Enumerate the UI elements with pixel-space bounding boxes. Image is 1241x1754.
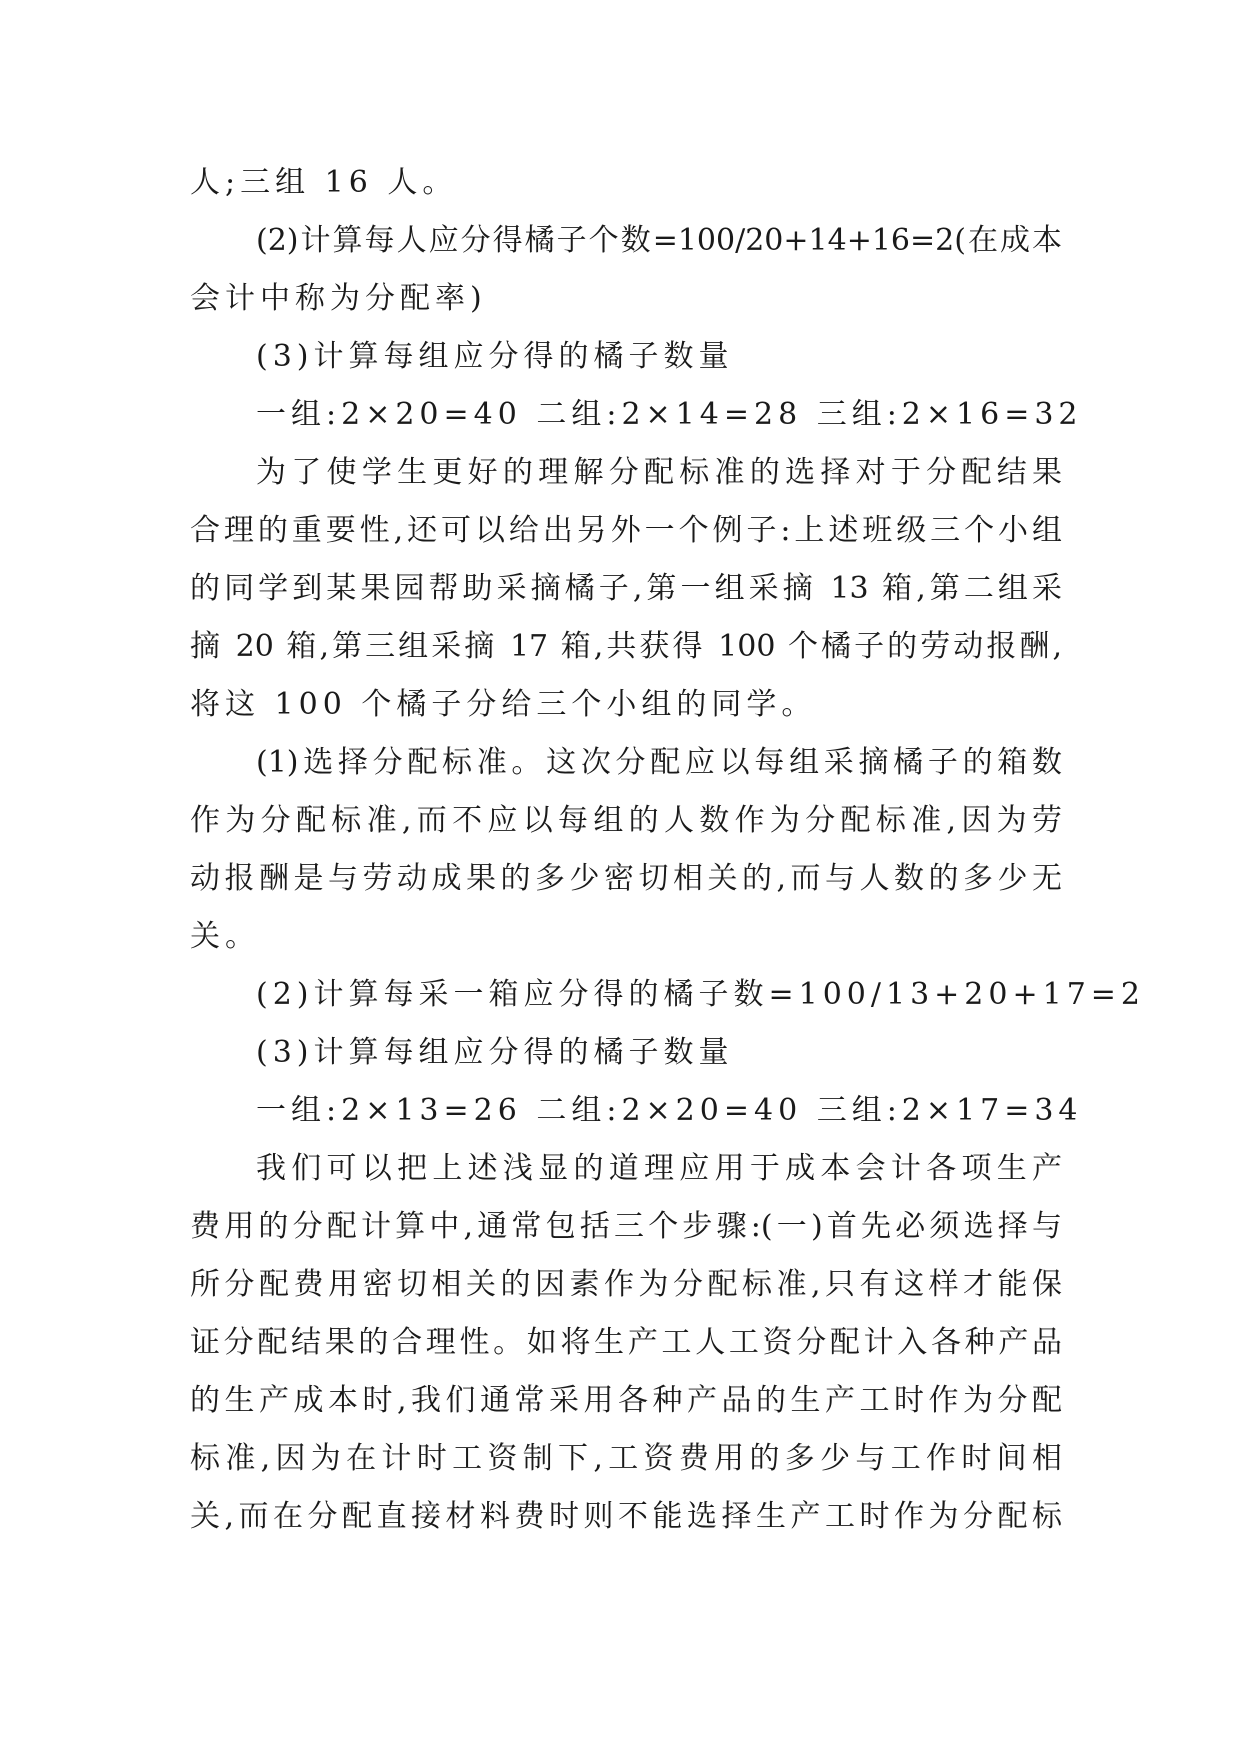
text-line: 一组:2×13=26 二组:2×20=40 三组:2×17=34 <box>256 1093 1083 1128</box>
text-line: 动报酬是与劳动成果的多少密切相关的,而与人数的多少无 <box>190 861 1062 896</box>
text-line: 人;三组 16 人。 <box>190 165 458 200</box>
text-line: (3)计算每组应分得的橘子数量 <box>256 1035 734 1070</box>
text-line: 的生产成本时,我们通常采用各种产品的生产工时作为分配 <box>190 1383 1062 1418</box>
text-line: 证分配结果的合理性。如将生产工人工资分配计入各种产品 <box>190 1325 1062 1360</box>
text-line: 会计中称为分配率) <box>190 281 487 316</box>
text-line: 关,而在分配直接材料费时则不能选择生产工时作为分配标 <box>190 1499 1062 1534</box>
text-line: 关。 <box>190 919 260 954</box>
text-line: (1)选择分配标准。这次分配应以每组采摘橘子的箱数 <box>256 745 1062 780</box>
text-line: 我们可以把上述浅显的道理应用于成本会计各项生产 <box>256 1151 1062 1186</box>
text-line: 将这 100 个橘子分给三个小组的同学。 <box>190 687 817 722</box>
text-line: 作为分配标准,而不应以每组的人数作为分配标准,因为劳 <box>190 803 1062 838</box>
text-line: 费用的分配计算中,通常包括三个步骤:(一)首先必须选择与 <box>190 1209 1062 1244</box>
text-line: 合理的重要性,还可以给出另外一个例子:上述班级三个小组 <box>190 513 1062 548</box>
text-line: (2)计算每人应分得橘子个数=100/20+14+16=2(在成本 <box>256 223 1062 258</box>
text-line: (3)计算每组应分得的橘子数量 <box>256 339 734 374</box>
text-line: 的同学到某果园帮助采摘橘子,第一组采摘 13 箱,第二组采 <box>190 571 1062 606</box>
text-line: 一组:2×20=40 二组:2×14=28 三组:2×16=32 <box>256 397 1083 432</box>
text-line: (2)计算每采一箱应分得的橘子数=100/13+20+17=2 <box>256 977 1146 1012</box>
text-line: 标准,因为在计时工资制下,工资费用的多少与工作时间相 <box>190 1441 1062 1476</box>
text-line: 摘 20 箱,第三组采摘 17 箱,共获得 100 个橘子的劳动报酬, <box>190 629 1062 664</box>
text-line: 所分配费用密切相关的因素作为分配标准,只有这样才能保 <box>190 1267 1062 1302</box>
text-line: 为了使学生更好的理解分配标准的选择对于分配结果 <box>256 455 1062 490</box>
